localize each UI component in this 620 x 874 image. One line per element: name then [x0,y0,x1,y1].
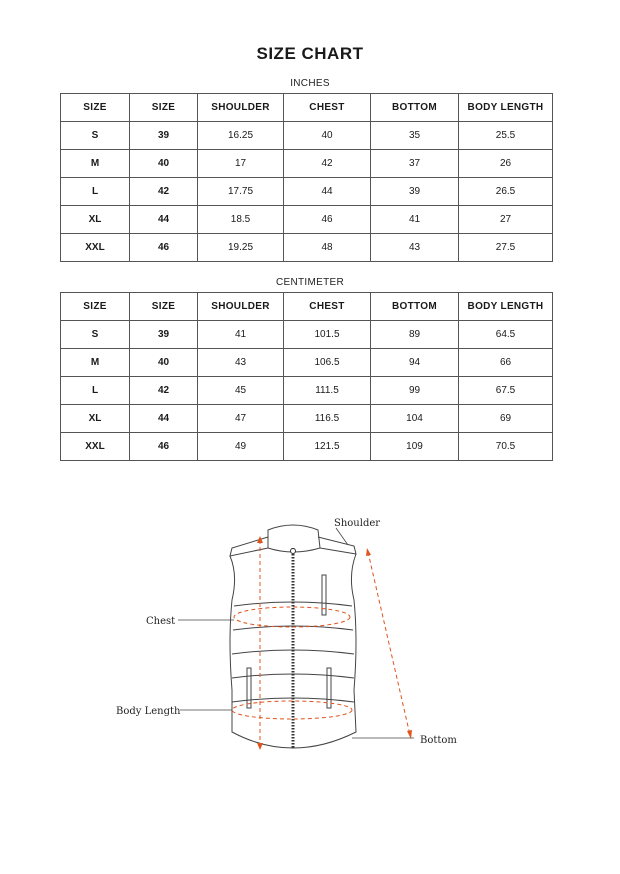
table-cell: 16.25 [198,122,284,150]
column-header: CHEST [284,293,371,321]
table-row [61,206,553,234]
right-shoulder [318,537,356,554]
right-pocket [327,668,331,708]
table-cell: 44 [130,405,198,433]
column-header: SHOULDER [198,293,284,321]
body-length-label: Body Length [116,706,181,717]
table-cell: 17 [198,150,284,178]
table-cell: 42 [130,178,198,206]
arrow-up-icon [366,548,371,556]
table-cell: 39 [130,122,198,150]
vest-measurement-diagram [0,500,620,780]
table-cell: XL [61,405,130,433]
table-cell: 39 [130,321,198,349]
column-header: SIZE [61,94,130,122]
column-header: SHOULDER [198,94,284,122]
centimeter-size-table [60,292,553,461]
table-cell: 40 [284,122,371,150]
table-cell: 89 [371,321,459,349]
table-cell: 46 [284,206,371,234]
table-row [61,321,553,349]
page-title: SIZE CHART [256,44,364,63]
left-pocket [247,668,251,708]
table-cell: 41 [371,206,459,234]
table-cell: 37 [371,150,459,178]
column-header: SIZE [61,293,130,321]
vest-collar [268,525,320,552]
inches-label: INCHES [290,78,330,89]
table-row [61,349,553,377]
table-cell: 45 [198,377,284,405]
left-shoulder [230,537,268,556]
table-cell: 121.5 [284,433,371,461]
table-cell: 17.75 [198,178,284,206]
bottom-label: Bottom [420,735,457,746]
table-cell: 40 [130,349,198,377]
table-cell: XXL [61,433,130,461]
column-header: SIZE [130,94,198,122]
column-header: CHEST [284,94,371,122]
table-cell: 41 [198,321,284,349]
table-cell: 47 [198,405,284,433]
table-cell: 19.25 [198,234,284,262]
table-cell: 46 [130,234,198,262]
table-cell: 66 [459,349,553,377]
arrow-down-icon [257,743,263,750]
table-row [61,433,553,461]
table-row [61,150,553,178]
inches-size-table [60,93,553,262]
column-header: BODY LENGTH [459,293,553,321]
table-cell: 42 [130,377,198,405]
table-cell: XXL [61,234,130,262]
table-cell: 67.5 [459,377,553,405]
table-row [61,405,553,433]
table-row [61,122,553,150]
table-cell: 40 [130,150,198,178]
table-cell: 101.5 [284,321,371,349]
table-cell: 26 [459,150,553,178]
table-cell: S [61,122,130,150]
table-cell: 18.5 [198,206,284,234]
table-cell: M [61,349,130,377]
column-header: BOTTOM [371,293,459,321]
table-cell: 43 [371,234,459,262]
table-row [61,377,553,405]
table-cell: 111.5 [284,377,371,405]
shoulder-label: Shoulder [334,518,381,529]
table-cell: L [61,377,130,405]
column-header: BOTTOM [371,94,459,122]
column-header: BODY LENGTH [459,94,553,122]
table-cell: 26.5 [459,178,553,206]
measurement-guides [232,540,410,746]
table-cell: 27 [459,206,553,234]
table-cell: 49 [198,433,284,461]
table-row [61,178,553,206]
table-cell: 99 [371,377,459,405]
table-cell: 116.5 [284,405,371,433]
centimeter-table-body [61,293,553,461]
arrow-up-icon [257,536,263,543]
table-cell: M [61,150,130,178]
table-cell: 44 [130,206,198,234]
table-cell: 48 [284,234,371,262]
table-cell: 25.5 [459,122,553,150]
table-cell: 64.5 [459,321,553,349]
column-header: SIZE [130,293,198,321]
table-cell: 42 [284,150,371,178]
inches-table-body [61,94,553,262]
table-header-row [61,293,553,321]
shoulder-measure-line [368,552,410,735]
table-cell: L [61,178,130,206]
table-cell: 109 [371,433,459,461]
table-cell: 46 [130,433,198,461]
zipper-pull [291,549,296,554]
table-cell: 43 [198,349,284,377]
table-cell: 94 [371,349,459,377]
table-cell: 70.5 [459,433,553,461]
table-cell: S [61,321,130,349]
centimeter-label: CENTIMETER [276,277,344,288]
table-cell: 27.5 [459,234,553,262]
table-cell: XL [61,206,130,234]
table-cell: 35 [371,122,459,150]
table-cell: 69 [459,405,553,433]
table-cell: 39 [371,178,459,206]
table-row [61,234,553,262]
table-cell: 106.5 [284,349,371,377]
table-cell: 44 [284,178,371,206]
table-cell: 104 [371,405,459,433]
table-header-row [61,94,553,122]
chest-label: Chest [146,616,176,627]
